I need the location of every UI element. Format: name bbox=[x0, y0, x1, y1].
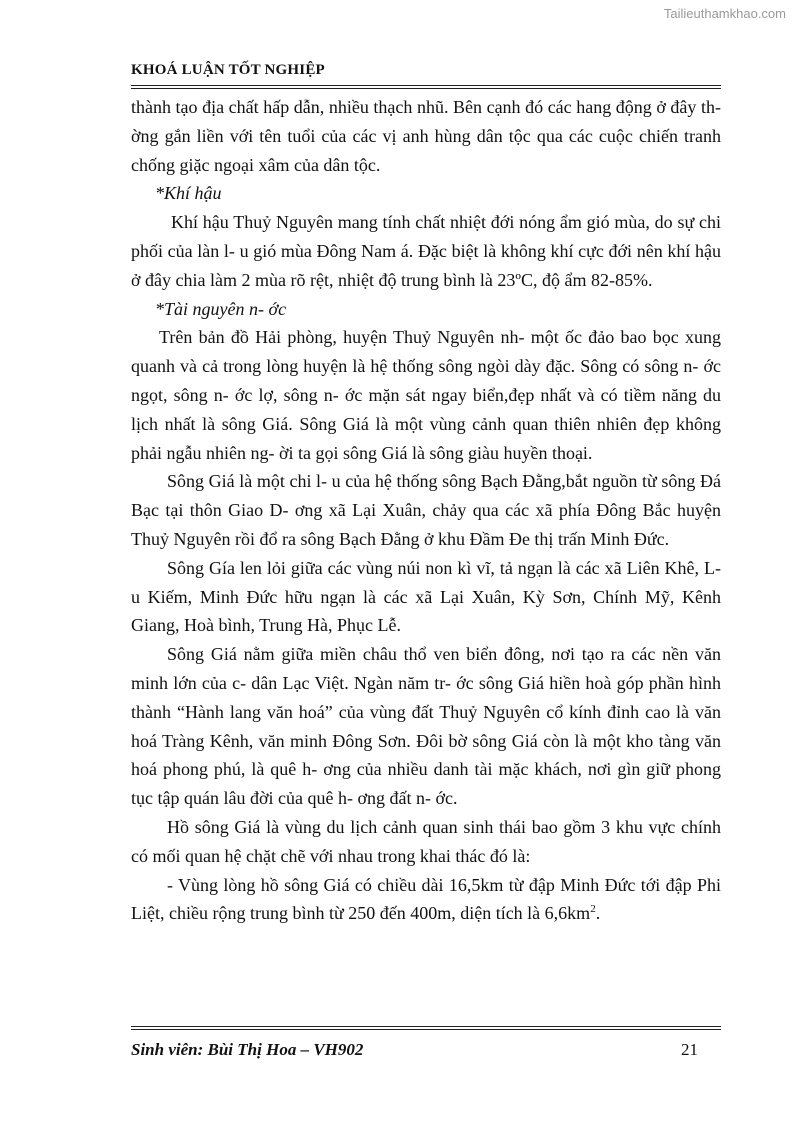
lake-area-tail: . bbox=[595, 903, 601, 924]
paragraph-lake-zones: Hồ sông Giá là vùng du lịch cảnh quan sinh thái bao gồm 3 khu vực chính có mối quan hệ chặt chẽ với nhau trong khai thác đó là: bbox=[131, 816, 721, 866]
footer-divider bbox=[131, 1026, 721, 1030]
superscript-2: 2 bbox=[590, 903, 596, 916]
header-divider bbox=[131, 85, 721, 89]
paragraph-climate: Khí hậu Thuỷ Nguyên mang tính chất nhiệt đới nóng ẩm gió mùa, do sự chi phối của làn l- u gió mùa Đông Nam á. Đặc biệt là không khí cực đới nên khí hậu ở đây chia làm 2 mùa rõ rệt, nhiệt độ trung bình là 23ºC, độ ẩm 82-85%. bbox=[131, 212, 721, 290]
watermark-text: Tailieuthamkhao.com bbox=[663, 6, 786, 21]
paragraph-song-gia-banks: Sông Gía len lỏi giữa các vùng núi non kì vĩ, tả ngạn là các xã Liên Khê, L- u Kiếm, Minh Đức hữu ngạn là các xã Lại Xuân, Kỳ Sơn, Chính Mỹ, Kênh Giang, Hoà bình, Trung Hà, Phục Lễ. bbox=[131, 557, 721, 636]
paragraph-lake-area bbox=[131, 871, 721, 929]
section-heading-climate: *Khí hậu bbox=[155, 183, 222, 204]
document-header: KHOÁ LUẬN TỐT NGHIỆP bbox=[131, 62, 325, 78]
paragraph-song-gia-culture: Sông Giá nằm giữa miền châu thổ ven biển đông, nơi tạo ra các nền văn minh lớn của c- dân Lạc Việt. Ngàn năm tr- ớc sông Giá hiền hoà góp phần hình thành “Hành lang văn hoá” của vùng đất Thuỷ Nguyên cổ kính đỉnh cao là văn hoá Tràng Kênh, văn minh Đông Sơn. Đôi bờ sông Giá còn là một kho tàng văn hoá phong phú, là quê h- ơng của nhiều danh tài mặc khách, nơi gìn giữ phong tục tập quán lâu đời của quê h- ơng đất n- ớc. bbox=[131, 644, 721, 809]
lake-area-text: - Vùng lòng hồ sông Giá có chiều dài 16,5km từ đập Minh Đức tới đập Phi Liệt, chiều rộng trung bình từ 250 đến 400m, diện tích là 6,6km bbox=[131, 874, 721, 924]
paragraph-water: Trên bản đồ Hải phòng, huyện Thuỷ Nguyên nh- một ốc đảo bao bọc xung quanh và cả trong lòng huyện là hệ thống sông ngòi dày đặc. Sông có sông n- ớc ngọt, sông n- ớc lợ, sông n- ớc mặn sát ngay biển,đẹp nhất và có tiềm năng du lịch nhất là sông Giá. Sông Giá là một vùng cảnh quan thiên nhiên đẹp không phải ngẫu nhiên ng- ời ta gọi sông Giá là sông giàu huyền thoại. bbox=[131, 327, 721, 463]
page-number: 21 bbox=[681, 1040, 698, 1059]
section-heading-water: *Tài nguyên n- ớc bbox=[155, 298, 287, 319]
paragraph-song-gia-origin: Sông Giá là một chi l- u của hệ thống sông Bạch Đằng,bắt nguồn từ sông Đá Bạc tại thôn Giao D- ơng xã Lại Xuân, chảy qua các xã phía Đông Bắc huyện Thuỷ Nguyên rồi đổ ra sông Bạch Đằng ở khu Đầm Đe thị trấn Minh Đức. bbox=[131, 471, 721, 549]
body-text bbox=[131, 93, 721, 928]
footer-author: Sinh viên: Bùi Thị Hoa – VH902 bbox=[131, 1040, 364, 1059]
paragraph-1: thành tạo địa chất hấp dẫn, nhiều thạch nhũ. Bên cạnh đó các hang động ở đây th- ờng gắn liền với tên tuổi của các vị anh hùng dân tộc qua các cuộc chiến tranh chống giặc ngoại xâm của dân tộc. bbox=[131, 97, 721, 175]
